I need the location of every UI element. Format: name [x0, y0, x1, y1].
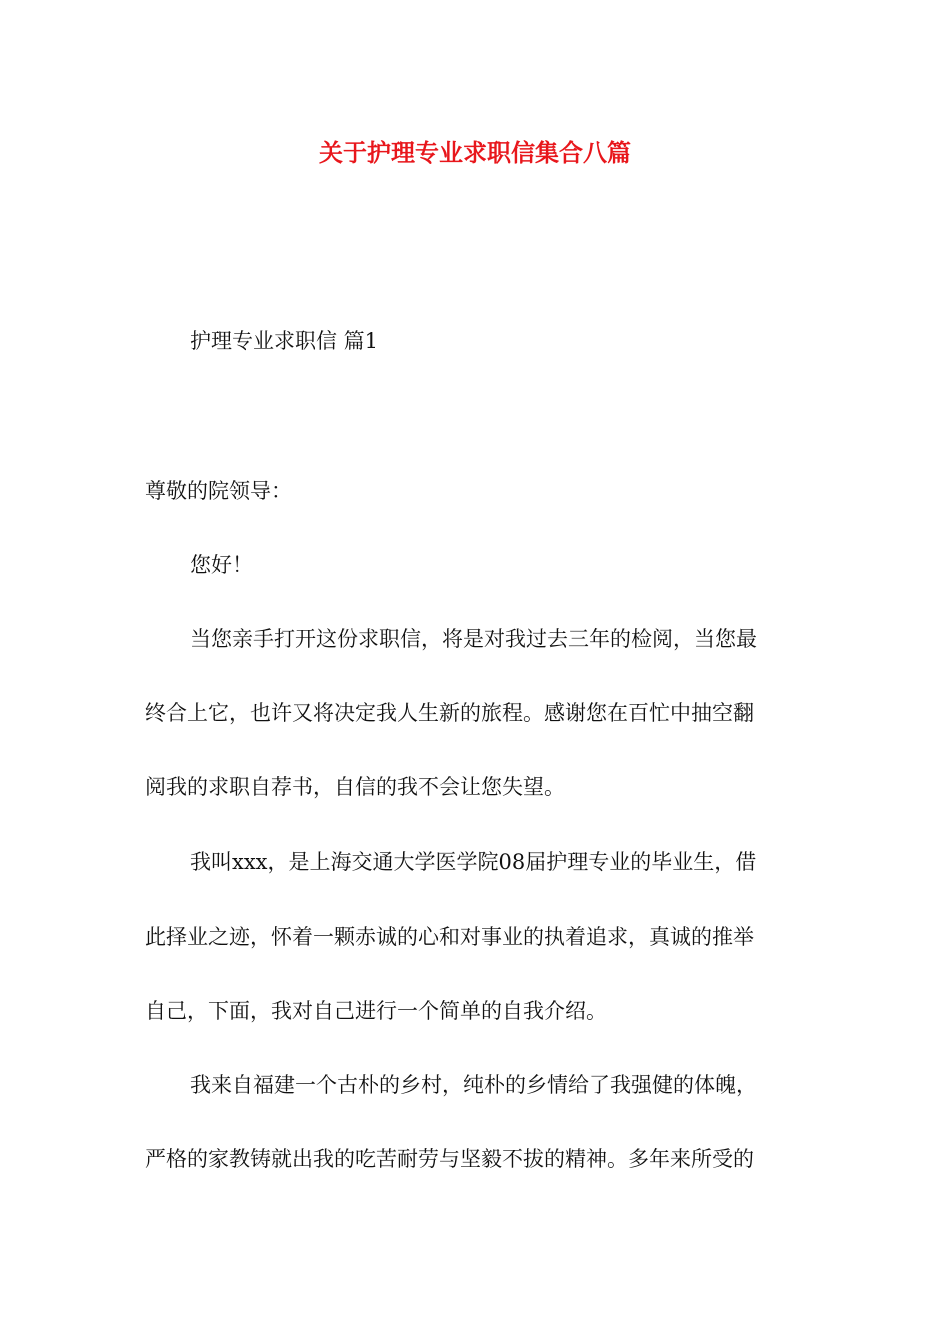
paragraph-1-line-2: 终合上它，也许又将决定我人生新的旅程。感谢您在百忙中抽空翻	[145, 701, 754, 725]
document-title: 关于护理专业求职信集合八篇	[319, 138, 631, 167]
paragraph-1-line-3: 阅我的求职自荐书，自信的我不会让您失望。	[145, 775, 565, 799]
paragraph-2-line-2: 此择业之迹，怀着一颗赤诚的心和对事业的执着追求，真诚的推举	[145, 925, 754, 949]
paragraph-2-line-1: 我叫xxx，是上海交通大学医学院08届护理专业的毕业生，借	[190, 850, 757, 874]
paragraph-1-line-1: 当您亲手打开这份求职信，将是对我过去三年的检阅，当您最	[190, 627, 757, 651]
paragraph-3-line-1: 我来自福建一个古朴的乡村，纯朴的乡情给了我强健的体魄，	[190, 1073, 757, 1097]
greeting: 您好！	[190, 553, 253, 577]
section-heading: 护理专业求职信 篇1	[190, 329, 379, 353]
paragraph-3-line-2: 严格的家教铸就出我的吃苦耐劳与坚毅不拔的精神。多年来所受的	[145, 1147, 754, 1171]
paragraph-2-line-3: 自己，下面，我对自己进行一个简单的自我介绍。	[145, 999, 607, 1023]
salutation: 尊敬的院领导：	[145, 479, 292, 503]
